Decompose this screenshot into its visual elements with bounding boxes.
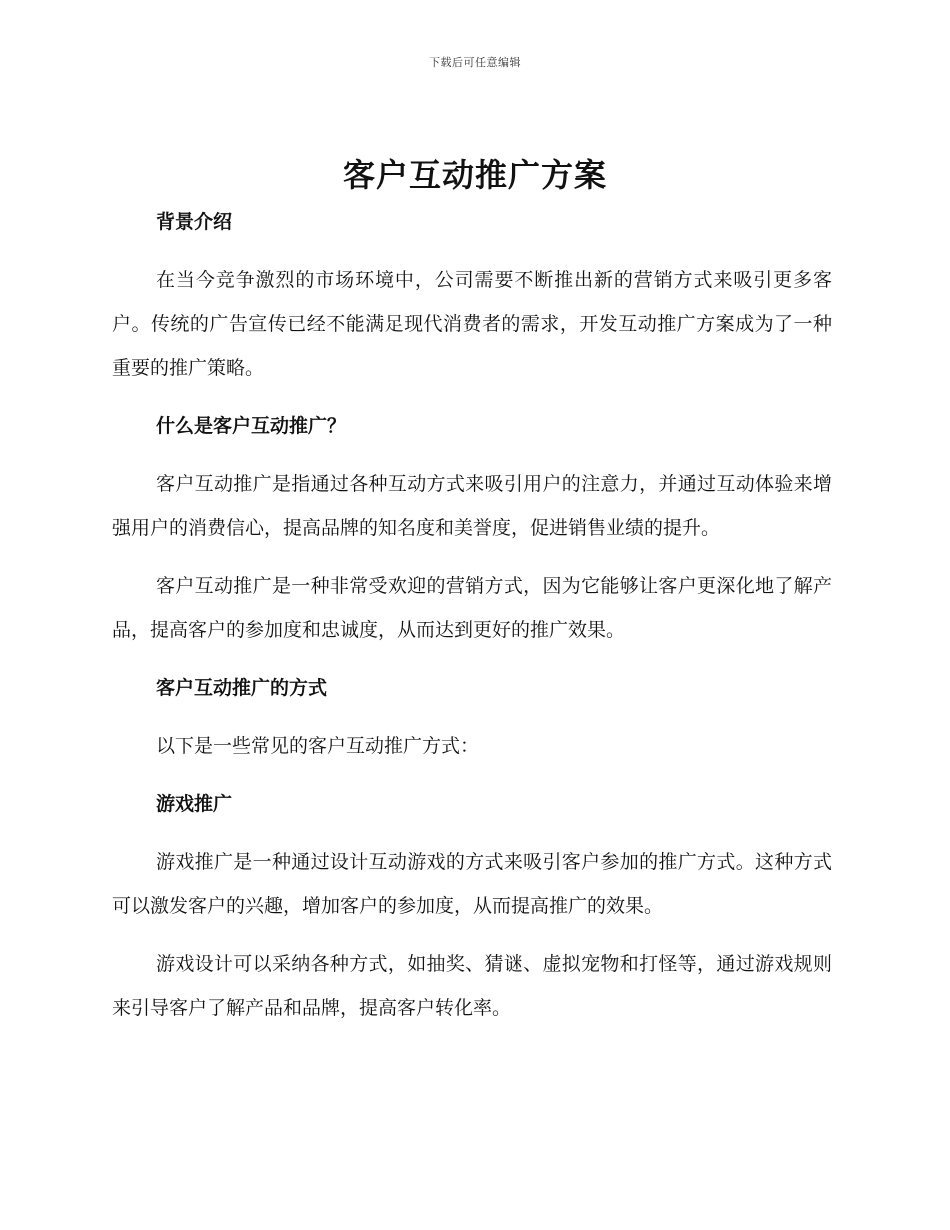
paragraph: 游戏推广是一种通过设计互动游戏的方式来吸引客户参加的推广方式。这种方式可以激发客户的兴趣，增加客户的参加度，从而提高推广的效果。 — [112, 851, 832, 917]
section-heading: 什么是客户互动推广？ — [156, 415, 347, 437]
section-background — [112, 200, 832, 390]
header-note: 下载后可任意编辑 — [429, 56, 521, 69]
paragraph: 客户互动推广是指通过各种互动方式来吸引用户的注意力，并通过互动体验来增强用户的消费信心，提高品牌的知名度和美誉度，促进销售业绩的提升。 — [112, 473, 832, 539]
paragraph: 在当今竞争激烈的市场环境中，公司需要不断推出新的营销方式来吸引更多客户。传统的广告宣传已经不能满足现代消费者的需求，开发互动推广方案成为了一种重要的推广策略。 — [112, 269, 832, 379]
section-heading: 游戏推广 — [156, 793, 233, 815]
paragraph: 客户互动推广是一种非常受欢迎的营销方式，因为它能够让客户更深化地了解产品，提高客户的参加度和忠诚度，从而达到更好的推广效果。 — [112, 575, 832, 641]
section-what-is — [112, 404, 832, 652]
document-title: 客户互动推广方案 — [342, 156, 607, 194]
section-game — [112, 782, 832, 1030]
document-body — [112, 200, 832, 1030]
section-heading: 背景介绍 — [156, 211, 233, 233]
paragraph: 游戏设计可以采纳各种方式，如抽奖、猜谜、虚拟宠物和打怪等，通过游戏规则来引导客户了解产品和品牌，提高客户转化率。 — [112, 953, 832, 1019]
paragraph: 以下是一些常见的客户互动推广方式： — [156, 735, 480, 757]
section-heading: 客户互动推广的方式 — [156, 677, 328, 699]
section-methods — [112, 666, 832, 768]
